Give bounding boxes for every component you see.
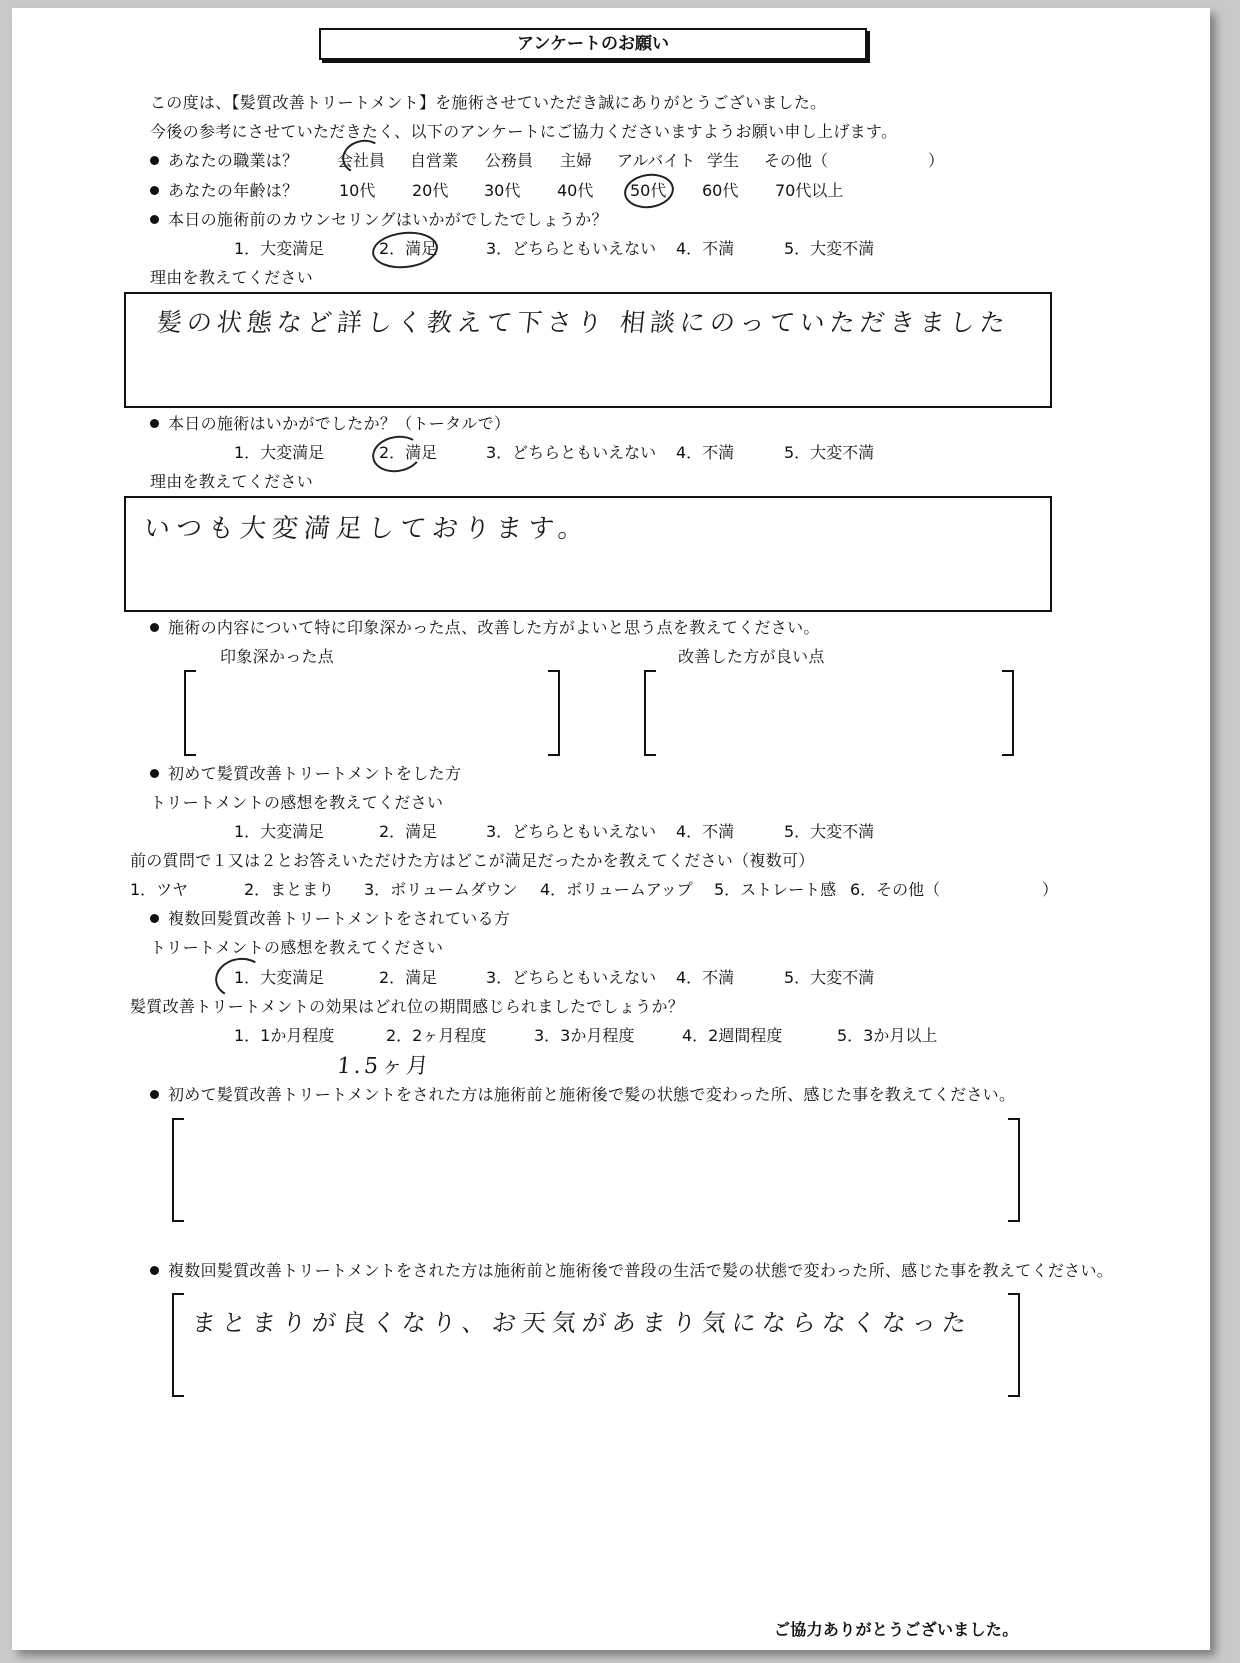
- counseling-option: 5．大変不満: [784, 239, 875, 258]
- question-repeat-changes: 複数回髪質改善トリートメントをされた方は施術前と施術後で普段の生活で髪の状態で変わった所、感じた事を教えてください。: [150, 1261, 1113, 1281]
- duration-option: 2．2ヶ月程度: [386, 1026, 487, 1045]
- bracket-left: [172, 1118, 184, 1222]
- age-option: 50代: [630, 181, 667, 200]
- bracket-right: [548, 670, 560, 756]
- points-option: 4．ボリュームアップ: [540, 880, 693, 899]
- bracket-left: [172, 1293, 184, 1397]
- improve-label: 改善した方が良い点: [678, 647, 825, 666]
- treatment-option: 2．満足: [379, 443, 438, 462]
- first-time-option: 4．不満: [676, 822, 735, 841]
- bullet-icon: [150, 215, 159, 224]
- duration-option: 1．1か月程度: [234, 1026, 335, 1045]
- points-close-paren: ）: [1042, 880, 1059, 899]
- survey-sheet: [12, 8, 1210, 1650]
- treatment-option: 4．不満: [676, 443, 735, 462]
- first-time-question: トリートメントの感想を教えてください: [150, 793, 444, 812]
- question-counseling: 本日の施術前のカウンセリングはいかがでしたでしょうか？: [150, 210, 608, 230]
- points-option: 2．まとまり: [244, 880, 335, 899]
- satisfaction-points-question: 前の質問で１又は２とお答えいただけた方はどこが満足だったかを教えてください（複数可）: [130, 851, 815, 870]
- impressive-label: 印象深かった点: [220, 647, 335, 666]
- points-option: 1．ツヤ: [130, 880, 189, 899]
- repeat-option: 5．大変不満: [784, 968, 875, 987]
- bullet-icon: [150, 1090, 159, 1099]
- points-option: 5．ストレート感: [714, 880, 837, 899]
- age-option: 40代: [557, 181, 594, 200]
- bullet-icon: [150, 1266, 159, 1275]
- treatment-option: 1．大変満足: [234, 443, 325, 462]
- bracket-left: [644, 670, 656, 756]
- repeat-option: 3．どちらともいえない: [486, 968, 657, 987]
- first-time-option: 3．どちらともいえない: [486, 822, 657, 841]
- duration-question: 髪質改善トリートメントの効果はどれ位の期間感じられましたでしょうか？: [130, 997, 685, 1016]
- question-impressions: 施術の内容について特に印象深かった点、改善した方がよいと思う点を教えてください。: [150, 618, 820, 638]
- repeat-option: 4．不満: [676, 968, 735, 987]
- page-title: アンケートのお願い: [517, 34, 669, 54]
- age-option: 30代: [484, 181, 521, 200]
- handwritten-duration: 1.5ヶ月: [335, 1054, 433, 1079]
- bracket-right: [1008, 1118, 1020, 1222]
- treatment-option: 3．どちらともいえない: [486, 443, 657, 462]
- question-occupation: あなたの職業は？: [150, 151, 298, 171]
- points-option: 3．ボリュームダウン: [364, 880, 518, 899]
- title-box: [319, 28, 867, 60]
- counseling-option: 3．どちらともいえない: [486, 239, 657, 258]
- duration-option: 5．3か月以上: [837, 1026, 938, 1045]
- question-treatment: 本日の施術はいかがでしたか？（トータルで）: [150, 414, 510, 434]
- age-option: 60代: [702, 181, 739, 200]
- bullet-icon: [150, 623, 159, 632]
- occupation-option: アルバイト: [617, 151, 696, 170]
- selected-circle-mark: [370, 229, 439, 272]
- occupation-option: 公務員: [485, 151, 534, 170]
- handwritten-answer: まとまりが良くなり、お天気があまり気にならなくなった: [190, 1309, 974, 1337]
- selected-circle-mark: [212, 954, 268, 1002]
- first-time-option: 2．満足: [379, 822, 438, 841]
- repeat-option: 1．大変満足: [234, 968, 325, 987]
- selected-circle-mark: [369, 432, 424, 476]
- counseling-option: 2．満足: [379, 239, 438, 258]
- duration-option: 3．3か月程度: [534, 1026, 635, 1045]
- section-first-time: 初めて髪質改善トリートメントをした方: [150, 764, 461, 784]
- question-first-time-changes: 初めて髪質改善トリートメントをされた方は施術前と施術後で髪の状態で変わった所、感じた事を教えてください。: [150, 1085, 1015, 1105]
- bullet-icon: [150, 769, 159, 778]
- occupation-close-paren: ）: [928, 151, 945, 170]
- age-option: 10代: [339, 181, 376, 200]
- first-time-option: 1．大変満足: [234, 822, 325, 841]
- bracket-left: [184, 670, 196, 756]
- handwritten-answer: いつも大変満足しております。: [142, 514, 592, 544]
- question-age: あなたの年齢は？: [150, 181, 298, 201]
- occupation-option: 主婦: [560, 151, 593, 170]
- reason-label: 理由を教えてください: [150, 268, 314, 287]
- occupation-option: 自営業: [410, 151, 459, 170]
- first-time-option: 5．大変不満: [784, 822, 875, 841]
- age-option: 20代: [412, 181, 449, 200]
- handwritten-answer: 髪の状態など詳しく教えて下さり 相談にのっていただきました: [155, 308, 1012, 337]
- duration-option: 4．2週間程度: [682, 1026, 783, 1045]
- occupation-option: 学生: [707, 151, 740, 170]
- section-repeat: 複数回髪質改善トリートメントをされている方: [150, 909, 510, 929]
- counseling-option: 1．大変満足: [234, 239, 325, 258]
- treatment-option: 5．大変不満: [784, 443, 875, 462]
- counseling-option: 4．不満: [676, 239, 735, 258]
- repeat-question: トリートメントの感想を教えてください: [150, 938, 444, 957]
- age-option: 70代以上: [775, 181, 844, 200]
- bracket-right: [1002, 670, 1014, 756]
- handwritten-mark: [339, 136, 387, 178]
- selected-circle-mark: [622, 171, 676, 212]
- thanks-footer: ご協力ありがとうございました。: [774, 1620, 1019, 1639]
- occupation-option: 会社員: [337, 151, 386, 170]
- bullet-icon: [150, 914, 159, 923]
- bullet-icon: [150, 186, 159, 195]
- repeat-option: 2．満足: [379, 968, 438, 987]
- reason-label: 理由を教えてください: [150, 472, 314, 491]
- bracket-right: [1008, 1293, 1020, 1397]
- occupation-option: その他（: [764, 151, 829, 170]
- bullet-icon: [150, 419, 159, 428]
- intro-line-1: この度は、【髪質改善トリートメント】を施術させていただき誠にありがとうございました。: [150, 93, 827, 112]
- intro-line-2: 今後の参考にさせていただきたく、以下のアンケートにご協力くださいますようお願い申し上げます。: [150, 122, 898, 141]
- bullet-icon: [150, 156, 159, 165]
- points-option: 6．その他（: [850, 880, 941, 899]
